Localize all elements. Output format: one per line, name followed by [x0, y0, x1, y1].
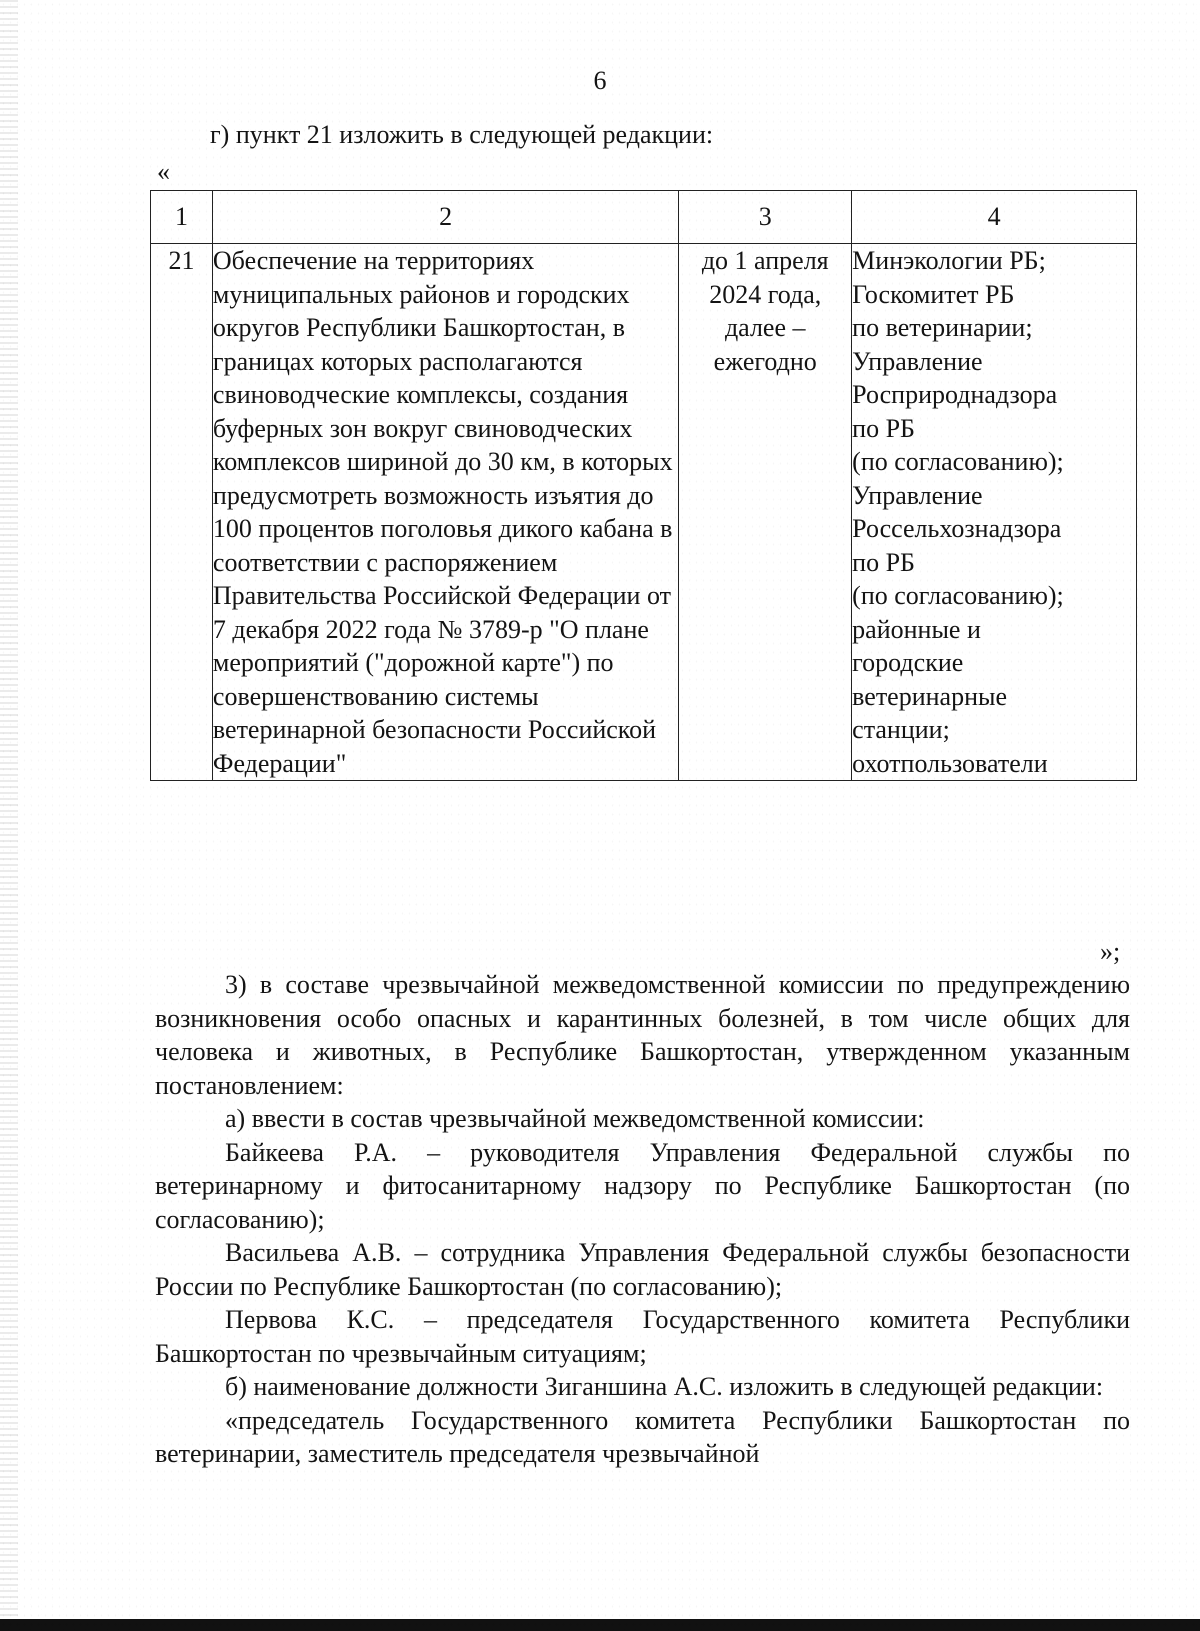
body-text — [155, 968, 1130, 1471]
page-number: 6 — [593, 66, 607, 95]
item-responsible-cell — [852, 244, 1137, 781]
responsible-line: Росприроднадзора — [852, 380, 1058, 409]
scan-edge-artifact — [0, 0, 18, 1631]
paragraph-member-baykeev: Байкеева Р.А. – руководителя Управления Федеральной службы по ветеринарному и фитосанитарному надзору по Республике Башкортостан (по согласованию); — [155, 1137, 1130, 1234]
responsible-line: по РБ — [852, 547, 915, 577]
term-line: далее – — [724, 313, 806, 342]
item-number-cell: 21 — [151, 244, 213, 781]
opening-quote-mark: « — [157, 157, 170, 186]
responsible-line: Управление — [852, 346, 983, 376]
paragraph-position-change: б) наименование должности Зиганшина А.С. изложить в следующей редакции: — [225, 1372, 1104, 1401]
term-line: до 1 апреля — [701, 246, 829, 275]
amendment-table — [150, 190, 1137, 781]
term-line: ежегодно — [713, 346, 817, 376]
responsible-line: (по согласованию); — [852, 447, 1064, 476]
column-header: 2 — [212, 191, 678, 244]
responsible-line: по РБ — [852, 413, 915, 443]
item-term-cell — [679, 244, 852, 781]
paragraph-member-vasiliev: Васильева А.В. – сотрудника Управления Федеральной службы безопасности России по Республике Башкортостан (по согласованию); — [155, 1238, 1130, 1301]
paragraph-member-pervov: Первова К.С. – председателя Государственного комитета Республики Башкортостан по чрезвычайным ситуациям; — [155, 1305, 1130, 1368]
responsible-line: ветеринарные — [852, 681, 1008, 711]
responsible-line: городские — [852, 648, 964, 677]
item-description-cell: Обеспечение на территориях муниципальных районов и городских округов Республики Башкортостан, в границах которых располагаются свиноводческие комплексы, создания буферных зон вокруг свиноводческих комплексов шириной до 30 км, в которых предусмотреть возможность изъятия до 100 процентов поголовья дикого кабана в соответствии с распоряжением Правительства Российской Федерации от 7 декабря 2022 года № 3789-р "О плане мероприятий ("дорожной карте") по совершенствованию системы ветеринарной безопасности Российской Федерации" — [212, 244, 678, 781]
amendment-instruction: г) пункт 21 изложить в следующей редакции: — [210, 120, 714, 149]
responsible-line: Госкомитет РБ — [852, 279, 1015, 309]
column-header: 4 — [852, 191, 1137, 244]
closing-quote-mark: »; — [1100, 937, 1121, 966]
responsible-line: охотпользователи — [852, 748, 1048, 778]
column-header: 3 — [679, 191, 852, 244]
responsible-line: Россельхознадзора — [852, 514, 1062, 543]
responsible-line: Минэкологии РБ; — [852, 246, 1046, 275]
term-line: 2024 года, — [709, 279, 822, 309]
responsible-line: станции; — [852, 715, 950, 744]
table-row — [151, 244, 1137, 781]
responsible-line: по ветеринарии; — [852, 313, 1033, 342]
scan-bottom-edge — [0, 1619, 1200, 1631]
responsible-line: Управление — [852, 480, 983, 510]
paragraph-commission: 3) в составе чрезвычайной межведомственной комиссии по предупреждению возникновения особо опасных и карантинных болезней, в том числе общих для человека и животных, в Республике Башкортостан, утвержденном указанным постановлением: — [155, 970, 1130, 1100]
paragraph-new-position: «председатель Государственного комитета Республики Башкортостан по ветеринарии, заместитель председателя чрезвычайной — [155, 1405, 1130, 1468]
responsible-line: (по согласованию); — [852, 581, 1064, 610]
column-header: 1 — [151, 191, 213, 244]
table-header-row — [151, 191, 1137, 244]
paragraph-add-members: а) ввести в состав чрезвычайной межведомственной комиссии: — [225, 1104, 925, 1133]
responsible-line: районные и — [852, 614, 981, 644]
